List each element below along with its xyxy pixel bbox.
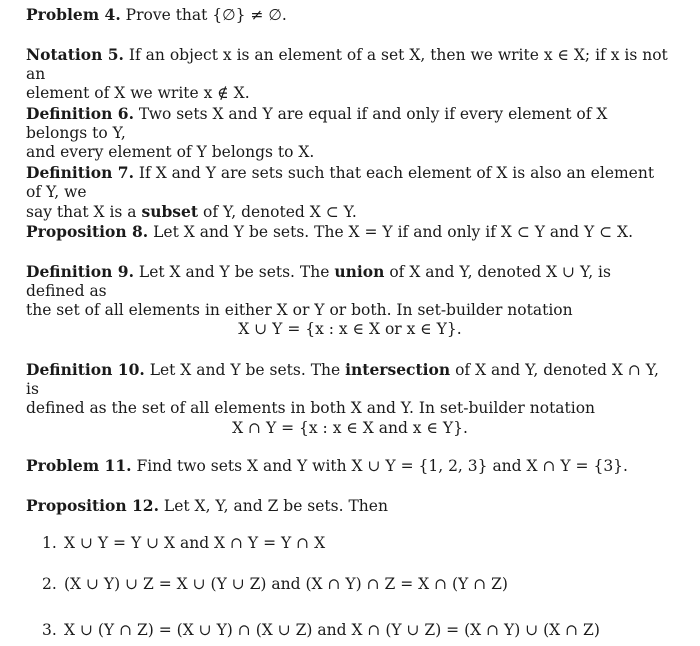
- definition-7-text-line1: If X and Y are sets such that each element of X is also an element of Y, we: [26, 164, 655, 201]
- notation-5-heading: Notation 5.: [26, 45, 124, 64]
- definition-7: [26, 163, 671, 222]
- definition-6-heading: Definition 6.: [26, 104, 134, 123]
- definition-10-display-formula: X ∩ Y = {x : x ∈ X and x ∈ Y}.: [232, 419, 468, 437]
- list-item-number: 2.: [42, 575, 57, 593]
- problem-11-text: Find two sets X and Y with X ∪ Y = {1, 2, 3} and X ∩ Y = {3}.: [136, 457, 628, 475]
- definition-10-heading: Definition 10.: [26, 360, 145, 379]
- problem-11-heading: Problem 11.: [26, 456, 132, 475]
- notation-5-text-line1: If an object x is an element of a set X, then we write x ∈ X; if x is not an: [26, 46, 668, 83]
- definition-9-text-line1b: of X and Y, denoted X ∪ Y, is defined as: [26, 263, 611, 300]
- definition-7-text-line2b: of Y, denoted X ⊂ Y.: [198, 203, 357, 221]
- definition-9-heading: Definition 9.: [26, 262, 134, 281]
- definition-10-text-line2: defined as the set of all elements in both X and Y. In set-builder notation: [26, 399, 596, 417]
- list-item-number: 3.: [42, 621, 57, 639]
- proposition-8: [26, 222, 671, 242]
- list-item-number: 1.: [42, 534, 57, 552]
- definition-6-text-line2: and every element of Y belongs to X.: [26, 143, 315, 161]
- definition-7-text-line2a: say that X is a: [26, 203, 142, 221]
- list-item-text: X ∪ (Y ∩ Z) = (X ∪ Y) ∩ (X ∪ Z) and X ∩ (Y ∪ Z) = (X ∩ Y) ∪ (X ∩ Z): [64, 621, 600, 639]
- definition-6: [26, 104, 671, 162]
- notation-5-text-line2: element of X we write x ∉ X.: [26, 84, 250, 102]
- list-item: [42, 533, 325, 553]
- list-item: [42, 620, 600, 640]
- problem-4-text: Prove that {∅} ≠ ∅.: [125, 6, 287, 24]
- list-item-text: X ∪ Y = Y ∪ X and X ∩ Y = Y ∩ X: [64, 534, 326, 552]
- list-item: [42, 574, 508, 594]
- notation-5: [26, 45, 671, 103]
- list-item-text: (X ∪ Y) ∪ Z = X ∪ (Y ∪ Z) and (X ∩ Y) ∩ Z = X ∩ (Y ∩ Z): [64, 575, 508, 593]
- definition-10-text-line1b: of X and Y, denoted X ∩ Y, is: [26, 361, 659, 398]
- definition-6-text-line1: Two sets X and Y are equal if and only if every element of X belongs to Y,: [26, 105, 608, 142]
- problem-4-heading: Problem 4.: [26, 5, 121, 24]
- definition-9-display-formula: X ∪ Y = {x : x ∈ X or x ∈ Y}.: [238, 320, 462, 338]
- proposition-12-heading: Proposition 12.: [26, 496, 159, 515]
- definition-10-keyword-intersection: intersection: [345, 360, 451, 379]
- definition-10: [26, 360, 671, 418]
- definition-7-keyword-subset: subset: [141, 202, 199, 221]
- definition-9-text-line1a: Let X and Y be sets. The: [138, 263, 335, 281]
- definition-9-text-line2: the set of all elements in either X or Y or both. In set-builder notation: [26, 301, 573, 319]
- definition-9: [26, 262, 671, 320]
- definition-9-keyword-union: union: [334, 262, 385, 281]
- proposition-8-text: Let X and Y be sets. The X = Y if and only if X ⊂ Y and Y ⊂ X.: [153, 223, 633, 241]
- definition-7-heading: Definition 7.: [26, 163, 134, 182]
- problem-4: [26, 5, 671, 25]
- proposition-8-heading: Proposition 8.: [26, 222, 149, 241]
- proposition-12: [26, 496, 671, 516]
- proposition-12-text: Let X, Y, and Z be sets. Then: [163, 497, 388, 515]
- problem-11: [26, 456, 671, 476]
- definition-10-text-line1a: Let X and Y be sets. The: [149, 361, 346, 379]
